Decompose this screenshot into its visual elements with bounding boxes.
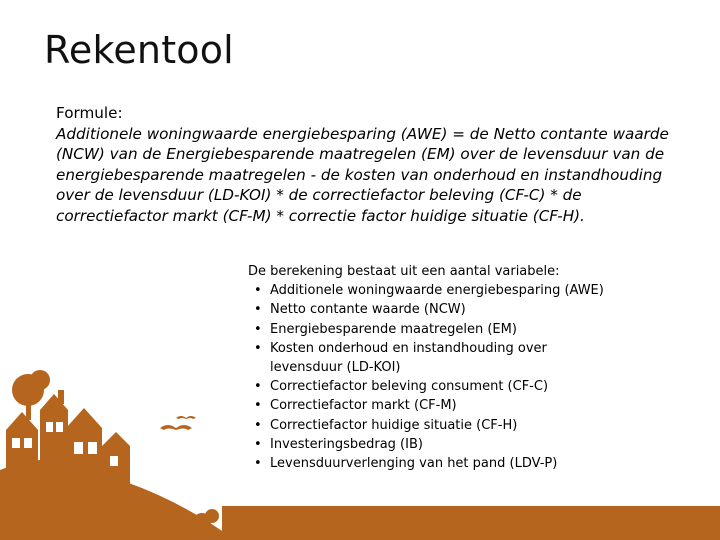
list-item: • Additionele woningwaarde energiebesparing (AWE) [248, 281, 608, 300]
list-item: • Levensduurverlenging van het pand (LDV-P) [248, 454, 608, 473]
variables-list [248, 281, 608, 473]
formula-label: Formule: [56, 104, 123, 122]
town-silhouette-icon [0, 350, 240, 540]
list-item: • Netto contante waarde (NCW) [248, 300, 608, 319]
footer-accent-bar [222, 506, 720, 540]
list-item: • Correctiefactor huidige situatie (CF-H) [248, 416, 608, 435]
list-item: • Correctiefactor markt (CF-M) [248, 396, 608, 415]
formula-block [56, 103, 696, 226]
list-item: • Energiebesparende maatregelen (EM) [248, 320, 608, 339]
variables-intro: De berekening bestaat uit een aantal variabele: [248, 264, 560, 279]
slide-title: Rekentool [44, 28, 234, 72]
variables-block [248, 262, 608, 473]
list-item: • Investeringsbedrag (IB) [248, 435, 608, 454]
formula-text: Additionele woningwaarde energiebesparing (AWE) = de Netto contante waarde (NCW) van de Energiebesparende maatregelen (EM) over de levensduur van de energiebesparende maatregelen - de kosten van onderhoud en instandhouding over de levensduur (LD-KOI) * de correctiefactor beleving (CF-C) * de correctiefactor markt (CF-M) * correctie factor huidige situatie (CF-H). [56, 124, 669, 225]
list-item: • Correctiefactor beleving consument (CF-C) [248, 377, 608, 396]
list-item: • Kosten onderhoud en instandhouding over levensduur (LD-KOI) [248, 339, 608, 377]
